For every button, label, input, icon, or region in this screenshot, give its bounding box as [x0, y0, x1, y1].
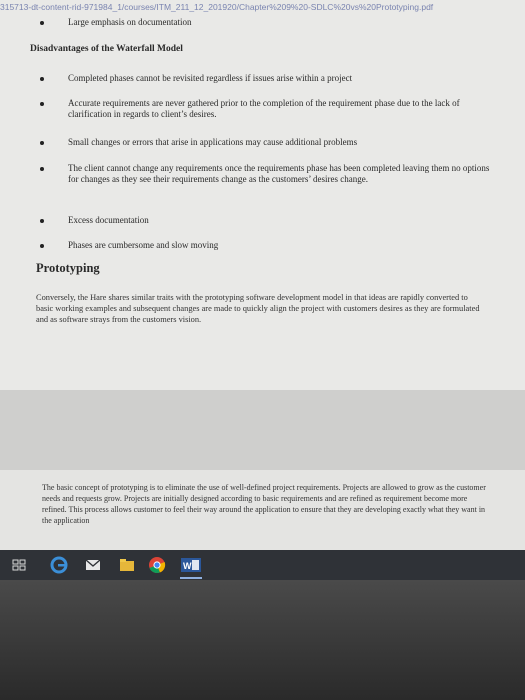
task-view-icon[interactable]	[12, 556, 26, 574]
word-icon[interactable]	[180, 556, 202, 574]
section-heading-disadvantages: Disadvantages of the Waterfall Model	[30, 44, 183, 54]
prototyping-paragraph: Conversely, the Hare shares similar traits with the prototyping software development model in that ideas are rapidly converted to basic working examples and subsequent changes are made to quickly align the project with customers desires as they are formulated and as software strays from the customers vision.	[36, 293, 480, 324]
address-bar-url[interactable]: 315713-dt-content-rid-971984_1/courses/ITM_211_12_201920/Chapter%209%20-SDLC%20vs%20Prototyping.pdf	[0, 2, 434, 12]
pdf-page-1: 315713-dt-content-rid-971984_1/courses/ITM_211_12_201920/Chapter%209%20-SDLC%20vs%20Prototyping.pdf Large emphasis on documentation Disadvantages of the Waterfall Model Completed phases cannot be revisited regardless if issues arise within a project Accurate requirements are never gathered prior to the completion of the requirement phase due to the lack of clarification in regards to client’s desires. Small changes or errors that arise in applications may cause additional problems The client cannot change any requirements once the requirements phase has been completed leaving them no options for changes as they see their requirements change as the customers’ desires change. Excess documentation Phases are cumbersome and slow moving Prototyping Conversely, the Hare shares similar traits with the prototyping software development model in that ideas are rapidly converted to basic working examples and subsequent changes are made to quickly align the project with customers desires as they are formulated and as software strays from the customers vision.	[0, 0, 525, 390]
bullet-icon	[40, 167, 44, 171]
prototyping-concept-paragraph: The basic concept of prototyping is to eliminate the use of well-defined project requirements. Projects are allowed to grow as the customer needs and requests grow. Projects are initially designed according to basic requirements and are refined as requirement become more refined. This process allows customer to feel their way around the application to ensure that they are developing exactly what they want in the application	[42, 483, 486, 525]
active-app-indicator	[180, 577, 202, 579]
bullet-icon	[40, 244, 44, 248]
bullet-icon	[40, 219, 44, 223]
page-gap	[0, 390, 525, 470]
bullet-icon	[40, 141, 44, 145]
section-heading-prototyping: Prototyping	[36, 261, 100, 275]
bullet-icon	[40, 102, 44, 106]
edge-icon[interactable]	[50, 556, 68, 574]
monitor-bezel	[0, 580, 525, 700]
chrome-icon[interactable]	[148, 556, 166, 574]
bullet-icon	[40, 77, 44, 81]
file-explorer-icon[interactable]	[118, 556, 136, 574]
bullet-icon	[40, 21, 44, 25]
pdf-page-2	[0, 470, 525, 550]
mail-icon[interactable]	[84, 556, 102, 574]
windows-taskbar	[0, 550, 525, 580]
word-icon-label: W	[183, 561, 192, 571]
